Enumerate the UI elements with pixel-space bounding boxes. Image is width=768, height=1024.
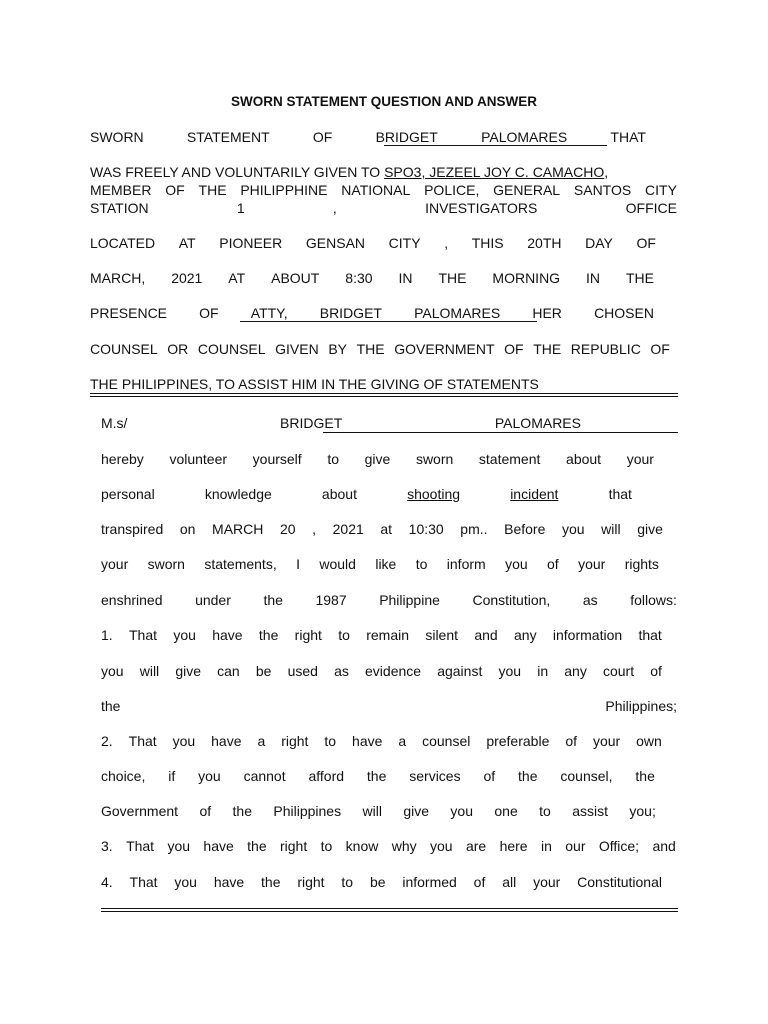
- word: Constitutional: [577, 874, 662, 890]
- word: right: [279, 838, 308, 854]
- word: LOCATED: [90, 235, 156, 251]
- preamble-line-2: [90, 164, 608, 180]
- word: be: [255, 663, 272, 679]
- word: THIS: [471, 235, 504, 251]
- word: sworn: [147, 556, 185, 572]
- word: give: [637, 521, 663, 537]
- word: be: [369, 874, 386, 890]
- word: of: [473, 874, 486, 890]
- word: THE: [625, 270, 654, 286]
- word: services: [409, 768, 461, 784]
- word: POLICE,: [424, 182, 480, 198]
- word: MORNING: [492, 270, 561, 286]
- word: you: [505, 556, 528, 572]
- word: sworn: [415, 451, 454, 467]
- word: right: [294, 627, 322, 643]
- word: about: [321, 486, 357, 502]
- word: the: [263, 592, 283, 608]
- word: OF: [636, 235, 656, 251]
- word: against: [437, 663, 483, 679]
- word: OR: [167, 341, 189, 357]
- word: information: [552, 627, 623, 643]
- word: hereby: [101, 451, 144, 467]
- body-line-6: [101, 592, 677, 609]
- word: all: [502, 874, 517, 890]
- word: enshrined: [101, 592, 163, 608]
- word: evidence: [365, 663, 422, 679]
- word: 20: [279, 521, 296, 537]
- word: any: [564, 663, 587, 679]
- word: COUNSEL: [90, 341, 158, 357]
- word: have: [352, 733, 383, 749]
- word: ATTY,: [250, 305, 288, 321]
- word: one: [494, 803, 518, 819]
- word: you: [430, 838, 453, 854]
- word: the: [101, 698, 121, 714]
- word: a: [398, 733, 407, 749]
- word: statements,: [204, 556, 277, 572]
- word: if: [168, 768, 176, 784]
- word: have: [211, 733, 242, 749]
- word: BRIDGET: [319, 305, 382, 321]
- word: right: [297, 874, 325, 890]
- word: you: [561, 521, 585, 537]
- word: assist: [572, 803, 608, 819]
- word: court: [602, 663, 635, 679]
- body-line-9: [101, 698, 677, 715]
- body-line-14: [101, 874, 662, 891]
- preamble-line-6: [90, 270, 654, 287]
- body-line-5: [101, 556, 659, 573]
- word: you: [498, 663, 522, 679]
- word: the: [232, 803, 252, 819]
- preamble-line-9: THE PHILIPPINES, TO ASSIST HIM IN THE GIVING OF STATEMENTS: [90, 376, 539, 392]
- word: remain: [366, 627, 410, 643]
- word: of: [483, 768, 496, 784]
- word: 10:30: [408, 521, 444, 537]
- word: your: [578, 556, 606, 572]
- word: you: [198, 768, 221, 784]
- word: yourself: [252, 451, 302, 467]
- word: MARCH,: [90, 270, 146, 286]
- word: I: [296, 556, 300, 572]
- word: give: [403, 803, 430, 819]
- word: STATION: [90, 200, 149, 216]
- word: PHILIPPHINE: [240, 182, 328, 198]
- word: GIVEN: [275, 341, 319, 357]
- word: give: [175, 663, 201, 679]
- word: AT: [228, 270, 246, 286]
- body-line-3: [101, 486, 632, 503]
- word: afford: [308, 768, 345, 784]
- word: transpired: [101, 521, 164, 537]
- word: 1.: [101, 627, 113, 643]
- word: IN: [586, 270, 601, 286]
- word: BRIDGET: [280, 415, 343, 431]
- word: that: [638, 627, 662, 643]
- word: of: [199, 803, 212, 819]
- word: SWORN: [90, 129, 144, 145]
- word: Philippine: [379, 592, 440, 608]
- word: statement: [478, 451, 541, 467]
- word: GENERAL: [493, 182, 561, 198]
- word: you: [174, 874, 197, 890]
- word: ABOUT: [271, 270, 320, 286]
- word: knowledge: [204, 486, 272, 502]
- word: THE: [198, 182, 227, 198]
- word: here: [499, 838, 528, 854]
- word: informed: [402, 874, 457, 890]
- word: CITY: [388, 235, 421, 251]
- word: a: [257, 733, 266, 749]
- body-line-8: [101, 663, 662, 680]
- body-line-4: [101, 521, 663, 538]
- word: 3.: [101, 838, 113, 854]
- word: give: [364, 451, 391, 467]
- word: are: [465, 838, 487, 854]
- word: you: [101, 663, 124, 679]
- word: THAT: [610, 129, 646, 145]
- word: IN: [398, 270, 413, 286]
- section-divider-top: [90, 393, 678, 397]
- word: incident: [510, 486, 559, 502]
- word: own: [636, 733, 662, 749]
- word: right: [281, 733, 309, 749]
- word: AT: [178, 235, 196, 251]
- word: GOVERNMENT: [394, 341, 495, 357]
- word: rights: [624, 556, 659, 572]
- word: your: [626, 451, 654, 467]
- word: OF: [312, 129, 333, 145]
- word: shooting: [407, 486, 461, 502]
- word: MEMBER: [90, 182, 152, 198]
- word: have: [212, 627, 243, 643]
- word: REPUBLIC: [570, 341, 641, 357]
- word: 2021: [332, 521, 364, 537]
- word: CHOSEN: [594, 305, 654, 321]
- word: personal: [101, 486, 155, 502]
- word: M.s/: [101, 415, 128, 431]
- word: to: [341, 874, 354, 890]
- word: BY: [328, 341, 348, 357]
- word: Office;: [598, 838, 640, 854]
- section-divider-bottom: [101, 908, 678, 912]
- word: any: [514, 627, 537, 643]
- word: choice,: [101, 768, 146, 784]
- word: why: [391, 838, 417, 854]
- word: SANTOS: [573, 182, 632, 198]
- word: that: [608, 486, 632, 502]
- word: DAY: [585, 235, 613, 251]
- preamble-line-5: [90, 235, 656, 252]
- preamble-line-1: [90, 129, 646, 146]
- comma: ,: [604, 164, 609, 180]
- word: INVESTIGATORS: [425, 200, 538, 216]
- preamble-line-3: [90, 182, 677, 199]
- word: to: [324, 733, 337, 749]
- word: PIONEER: [219, 235, 283, 251]
- word: ,: [444, 235, 449, 251]
- word: silent: [425, 627, 459, 643]
- body-line-11: [101, 768, 655, 785]
- word: the: [518, 768, 538, 784]
- word: will: [601, 521, 621, 537]
- word: of: [565, 733, 577, 749]
- word: the: [247, 838, 267, 854]
- word: about: [566, 451, 602, 467]
- preamble-line-4: [90, 200, 677, 217]
- word: to: [415, 556, 428, 572]
- word: PALOMARES: [414, 305, 501, 321]
- word: 1: [236, 200, 245, 216]
- word: THE: [533, 341, 562, 357]
- word: the: [258, 627, 279, 643]
- document-title: SWORN STATEMENT QUESTION AND ANSWER: [231, 94, 537, 109]
- word: on: [179, 521, 196, 537]
- word: the: [261, 874, 281, 890]
- counsel-underline: [240, 321, 537, 322]
- word: OF: [504, 341, 524, 357]
- word: Government: [101, 803, 179, 819]
- word: OFFICE: [625, 200, 677, 216]
- word: know: [345, 838, 379, 854]
- word: 1987: [315, 592, 347, 608]
- word: have: [203, 838, 234, 854]
- word: CITY: [645, 182, 677, 198]
- word: would: [319, 556, 356, 572]
- word: volunteer: [169, 451, 228, 467]
- body-line-13: [101, 838, 676, 855]
- word: ,: [312, 521, 317, 537]
- word: Constitution,: [472, 592, 551, 608]
- word: PALOMARES: [481, 129, 568, 145]
- body-line-1: [101, 415, 581, 432]
- word: as: [334, 663, 349, 679]
- word: you;: [629, 803, 656, 819]
- body-line-2: [101, 451, 654, 468]
- word: GENSAN: [305, 235, 366, 251]
- word: THE: [438, 270, 467, 286]
- word: That: [126, 838, 155, 854]
- word: Philippines;: [605, 698, 677, 714]
- word: your: [592, 733, 621, 749]
- word: in: [540, 838, 552, 854]
- word: can: [217, 663, 240, 679]
- word: to: [320, 838, 333, 854]
- word: you: [167, 838, 191, 854]
- word: your: [101, 556, 129, 572]
- word: in: [537, 663, 549, 679]
- word: under: [195, 592, 231, 608]
- word: will: [362, 803, 382, 819]
- word: preferable: [486, 733, 550, 749]
- word: OF: [650, 341, 670, 357]
- word: of: [547, 556, 559, 572]
- word: follows:: [630, 592, 677, 608]
- word: the: [635, 768, 655, 784]
- word: as: [582, 592, 598, 608]
- word: you: [173, 627, 196, 643]
- word: of: [650, 663, 662, 679]
- word: BRIDGET: [375, 129, 438, 145]
- word: THE: [356, 341, 385, 357]
- word: OF: [165, 182, 185, 198]
- word: to: [539, 803, 551, 819]
- officer-name: SPO3, JEZEEL JOY C. CAMACHO: [384, 164, 605, 180]
- body-line-12: [101, 803, 656, 820]
- word: 2021: [171, 270, 203, 286]
- word: the: [366, 768, 387, 784]
- word: 8:30: [345, 270, 373, 286]
- word: HER: [532, 305, 562, 321]
- word: you: [172, 733, 196, 749]
- word: PALOMARES: [494, 415, 581, 431]
- word: will: [139, 663, 160, 679]
- body-line-7: [101, 627, 662, 644]
- word: 4.: [101, 874, 113, 890]
- word: counsel: [422, 733, 471, 749]
- word: to: [327, 451, 339, 467]
- word: COUNSEL: [197, 341, 266, 357]
- word: used: [287, 663, 318, 679]
- word: 2.: [101, 733, 113, 749]
- preamble-line-8: [90, 341, 670, 358]
- word: at: [380, 521, 393, 537]
- word: OF: [199, 305, 219, 321]
- word: Before: [504, 521, 546, 537]
- word: you: [450, 803, 473, 819]
- word: NATIONAL: [341, 182, 411, 198]
- word: our: [565, 838, 586, 854]
- word: pm..: [460, 521, 488, 537]
- preamble-given-to: WAS FREELY AND VOLUNTARILY GIVEN TO: [90, 164, 381, 180]
- word: your: [533, 874, 561, 890]
- name-underline: [384, 145, 607, 146]
- word: to: [338, 627, 350, 643]
- preamble-line-7: [90, 305, 654, 322]
- word: STATEMENT: [186, 129, 270, 145]
- word: That: [129, 874, 158, 890]
- word: cannot: [243, 768, 286, 784]
- word: and: [652, 838, 676, 854]
- word: PRESENCE: [90, 305, 168, 321]
- word: Philippines: [273, 803, 342, 819]
- word: That: [128, 733, 157, 749]
- word: That: [129, 627, 158, 643]
- word: inform: [446, 556, 486, 572]
- word: 20TH: [527, 235, 562, 251]
- body-line-10: [101, 733, 662, 750]
- word: like: [375, 556, 397, 572]
- word: ,: [332, 200, 337, 216]
- word: have: [213, 874, 245, 890]
- respondent-underline: [323, 432, 678, 433]
- word: MARCH: [212, 521, 264, 537]
- word: counsel,: [560, 768, 613, 784]
- word: and: [474, 627, 498, 643]
